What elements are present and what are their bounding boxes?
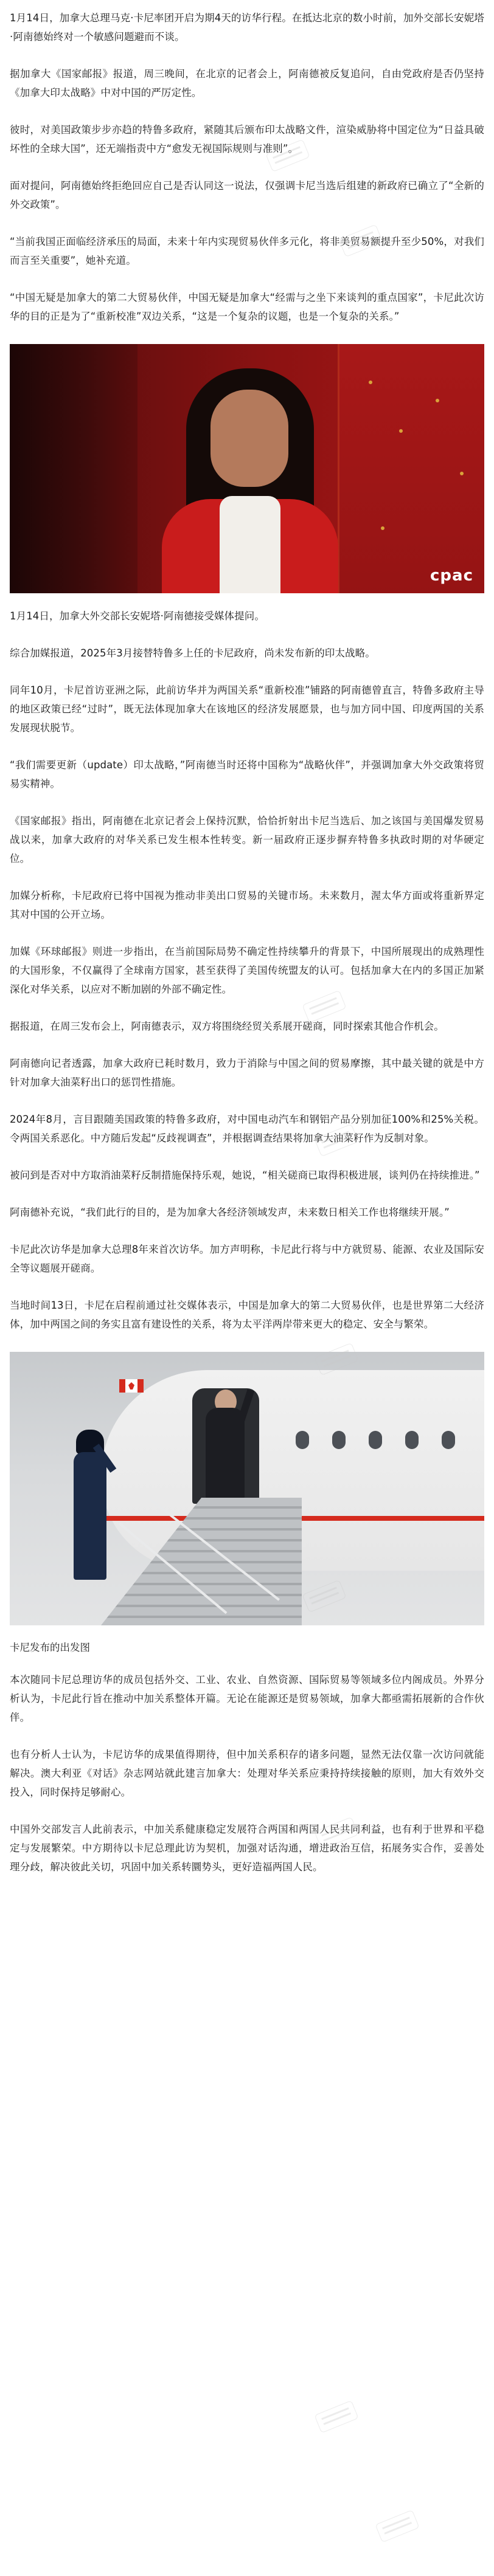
- photo-person-shirt: [220, 496, 280, 593]
- article-paragraph: 2024年8月，言目跟随美国政策的特鲁多政府，对中国电动汽车和钢铝产品分别加征100%和25%关税。令两国关系恶化。中方随后发起“反歧视调查”，并根据调查结果将加拿大油菜籽作为反制对象。: [10, 1114, 484, 1144]
- cpac-logo: cpac: [430, 567, 473, 585]
- article-paragraph: 阿南德向记者透露，加拿大政府已耗时数月，致力于消除与中国之间的贸易摩擦，其中最关键的就是中方针对加拿大油菜籽出口的惩罚性措施。: [10, 1058, 484, 1088]
- article-paragraph: “我们需要更新（update）印太战略，”阿南德当时还将中国称为“战略伙伴”，并强调加拿大外交政策将贸易实精神。: [10, 759, 484, 790]
- article-paragraph: 据加拿大《国家邮报》报道，周三晚间，在北京的记者会上，阿南德被反复追问，自由党政府是否仍坚持《加拿大印太战略》中对中国的严厉定性。: [10, 68, 484, 98]
- article-paragraph: 1月14日，加拿大外交部长安妮塔·阿南德接受媒体提问。: [10, 610, 265, 622]
- article-paragraph: 被问到是否对中方取消油菜籽反制措施保持乐观，她说，“相关磋商已取得积极进展，谈判仍在持续推进。”: [10, 1169, 480, 1181]
- photo-background-curtain: [10, 344, 137, 593]
- article-paragraph: 《国家邮报》指出，阿南德在北京记者会上保持沉默，恰恰折射出卡尼当选后、加之该国与美国爆发贸易战以来，加拿大政府的对华关系已发生根本性转变。新一届政府正逐步摒弃特鲁多执政时期的对华硬定位。: [10, 815, 484, 864]
- article-paragraph: 阿南德补充说，“我们此行的目的，是为加拿大各经济领域发声，未来数日相关工作也将继续开展。”: [10, 1207, 450, 1218]
- article-paragraph: 面对提问，阿南德始终拒绝回应自己是否认同这一说法，仅强调卡尼当选后组建的新政府已确立了“全新的外交政策”。: [10, 180, 484, 210]
- article-paragraph: “中国无疑是加拿大的第二大贸易伙伴，中国无疑是加拿大“经需与之坐下来谈判的重点国家”，卡尼此次访华的目的正是为了“重新校准”双边关系，“这是一个复杂的议题，也是一个复杂的关系。”: [10, 292, 484, 322]
- article-paragraph: 据报道，在周三发布会上，阿南德表示，双方将围绕经贸关系展开磋商，同时探索其他合作机会。: [10, 1021, 444, 1032]
- photo-ornament: [460, 472, 464, 475]
- photo-carney-departure: [10, 1352, 484, 1625]
- photo-ornament: [436, 399, 439, 402]
- photo-person-suit: [206, 1408, 245, 1499]
- article-paragraph: 彼时，对美国政策步步亦趋的特鲁多政府，紧随其后颁布印太战略文件，渲染威胁将中国定位为“日益具破坏性的全球大国”，还无端指责中方“愈发无视国际规则与准则”。: [10, 124, 484, 154]
- article-paragraph: 本次随同卡尼总理访华的成员包括外交、工业、农业、自然资源、国际贸易等领域多位内阁成员。外界分析认为，卡尼此行旨在推动中加关系整体开篇。无论在能源还是贸易领域，加拿大都亟需拓展新的合作伙伴。: [10, 1674, 484, 1723]
- photo-guard-uniform: [74, 1452, 106, 1580]
- photo-person-face: [210, 390, 288, 487]
- article-paragraph: 1月14日，加拿大总理马克·卡尼率团开启为期4天的访华行程。在抵达北京的数小时前，加外交部长安妮塔·阿南德始终对一个敏感问题避而不谈。: [10, 12, 484, 43]
- image-caption: 卡尼发布的出发图: [10, 1642, 90, 1653]
- article-paragraph: 综合加媒报道，2025年3月接替特鲁多上任的卡尼政府，尚未发布新的印太战略。: [10, 647, 375, 659]
- photo-ornament: [369, 381, 372, 384]
- photo-aircraft-window: [332, 1431, 346, 1449]
- photo-aircraft-window: [296, 1431, 309, 1449]
- article-paragraph: 卡尼此次访华是加拿大总理8年来首次访华。加方声明称，卡尼此行将与中方就贸易、能源、农业及国际安全等议题展开磋商。: [10, 1244, 484, 1274]
- photo-aircraft-window: [369, 1431, 382, 1449]
- article-paragraph: 中国外交部发言人此前表示，中加关系健康稳定发展符合两国和两国人民共同利益，也有利于世界和平稳定与发展繁荣。中方期待以卡尼总理此访为契机，加强对话沟通，增进政治互信，拓展务实合作，妥善处理分歧，解决彼此关切，巩固中加关系转圜势头，更好造福两国人民。: [10, 1824, 484, 1873]
- photo-aircraft-window: [405, 1431, 419, 1449]
- photo-aircraft-window: [442, 1431, 455, 1449]
- article-paragraph: “当前我国正面临经济承压的局面，未来十年内实现贸易伙伴多元化，将非美贸易额提升至少50%，对我们而言至关重要”，她补充道。: [10, 236, 484, 266]
- article-paragraph: 也有分析人士认为，卡尼访华的成果值得期待，但中加关系积存的诸多问题，显然无法仅靠一次访问就能解决。澳大利亚《对话》杂志网站就此建言加拿大：处理对华关系应秉持持续接触的原则，加大有效外交投入，同时保持足够耐心。: [10, 1749, 484, 1798]
- photo-anand-speaking: [10, 344, 484, 593]
- photo-ornament: [399, 429, 403, 433]
- photo-ornament: [381, 526, 384, 530]
- article-paragraph: 同年10月，卡尼首访亚洲之际，此前访华并为两国关系“重新校准”铺路的阿南德曾直言，特鲁多政府主导的地区政策已经“过时”，既无法体现加拿大在该地区的经济发展愿景，也与加方同中国、印度两国的关系发展现状脱节。: [10, 684, 484, 734]
- photo-background-panel: [338, 344, 484, 593]
- article-paragraph: 当地时间13日，卡尼在启程前通过社交媒体表示，中国是加拿大的第二大贸易伙伴，也是世界第二大经济体，加中两国之间的务实且富有建设性的关系，将为太平洋两岸带来更大的稳定、安全与繁荣。: [10, 1300, 484, 1330]
- canada-flag-icon: [119, 1379, 144, 1393]
- article-paragraph: 加媒《环球邮报》则进一步指出，在当前国际局势不确定性持续攀升的背景下，中国所展现出的成熟理性的大国形象，不仅赢得了全球南方国家，甚至获得了美国传统盟友的认可。包括加拿大在内的多国正加紧深化对华关系，以应对不断加剧的外部不确定性。: [10, 946, 484, 995]
- article-paragraph: 加媒分析称，卡尼政府已将中国视为推动非美出口贸易的关键市场。未来数月，渥太华方面或将重新界定其对中国的公开立场。: [10, 890, 484, 920]
